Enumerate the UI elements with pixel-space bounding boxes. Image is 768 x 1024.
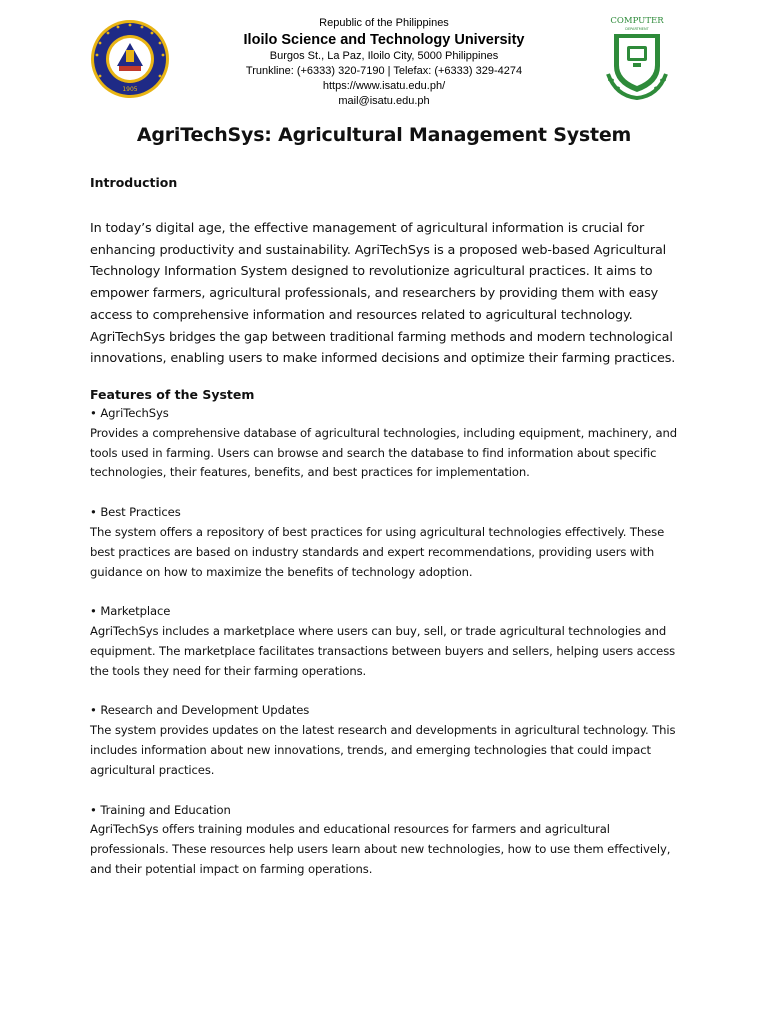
feature-title: • Marketplace — [90, 604, 171, 619]
university-seal-icon — [90, 16, 170, 102]
introduction-heading: Introduction — [90, 175, 178, 190]
feature-description: Provides a comprehensive database of agricultural technologies, including equipment, machinery, and tools used in farming. Users can browse and search the database to find information about specific technologies, their features, benefits, and best practices for implementation. — [90, 425, 677, 480]
feature-item — [90, 801, 684, 880]
address-line: Burgos St., La Paz, Iloilo City, 5000 Philippines — [269, 50, 499, 62]
phone-line: Trunkline: (+6333) 320-7190 | Telefax: (+6333) 329-4274 — [245, 65, 523, 77]
document-title: AgriTechSys: Agricultural Management System — [136, 124, 632, 146]
university-name: Iloilo Science and Technology University — [243, 32, 525, 48]
document-body — [90, 174, 684, 880]
feature-description: The system provides updates on the latest research and developments in agricultural technology. This includes information about new innovations, trends, and emerging technologies that could impact agricultural practices. — [90, 723, 676, 777]
feature-item — [90, 602, 684, 681]
logo-subtext: DEPARTMENT — [625, 27, 649, 31]
feature-title: • Best Practices — [90, 505, 181, 520]
feature-description: The system offers a repository of best practices for using agricultural technologies effectively. These best practices are based on industry standards and expert recommendations, providing users with guidance on how to maximize the benefits of technology adoption. — [90, 524, 665, 579]
website-link[interactable]: https://www.isatu.edu.ph/ — [322, 80, 446, 92]
feature-title: • Training and Education — [90, 802, 231, 817]
letterhead — [200, 16, 568, 109]
feature-item — [90, 701, 684, 780]
features-heading: Features of the System — [90, 386, 255, 402]
feature-title: • AgriTechSys — [90, 405, 169, 420]
feature-title: • Research and Development Updates — [90, 703, 310, 718]
seal-year: 1905 — [122, 86, 138, 93]
logo-text: COMPUTER — [610, 16, 664, 26]
feature-description: AgriTechSys offers training modules and educational resources for farmers and agricultural professionals. These resources help users learn about new technologies, how to use them effectively, and their potential impact on farming operations. — [90, 822, 671, 877]
feature-item — [90, 404, 684, 483]
introduction-paragraph: In today’s digital age, the effective management of agricultural information is crucial for enhancing productivity and sustainability. AgriTechSys is a proposed web-based Agricultural Technology Information System designed to revolutionize agricultural practices. It aims to empower farmers, agricultural professionals, and researchers by providing them with easy access to comprehensive information and resources related to agricultural technology. AgriTechSys bridges the gap between traditional farming methods and modern technological innovations, enabling users to make informed decisions and optimize their farming practices. — [90, 221, 676, 367]
computer-department-logo-icon — [602, 14, 672, 100]
feature-description: AgriTechSys includes a marketplace where users can buy, sell, or trade agricultural technologies and equipment. The marketplace facilitates transactions between buyers and sellers, helping users access the tools they need for their farming operations. — [90, 624, 676, 678]
feature-item — [90, 503, 684, 582]
republic-line: Republic of the Philippines — [319, 17, 449, 29]
email-link[interactable]: mail@isatu.edu.ph — [338, 95, 430, 107]
